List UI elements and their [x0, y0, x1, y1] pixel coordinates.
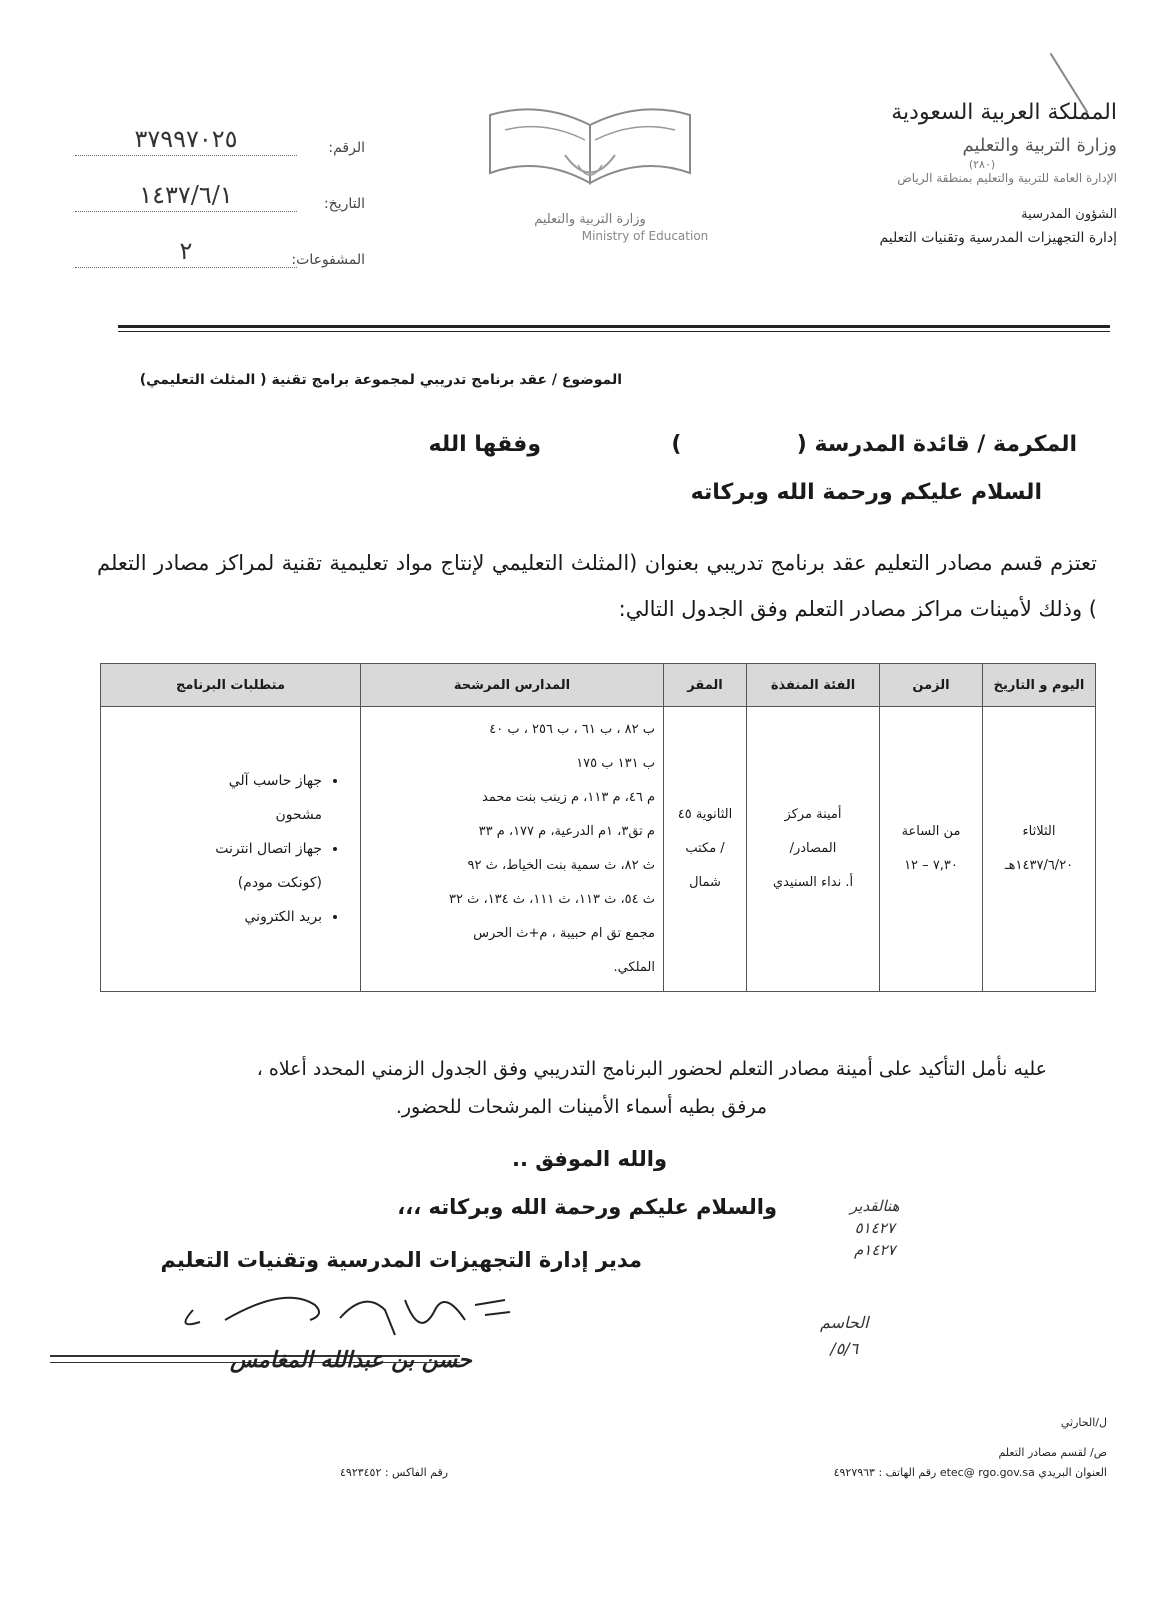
school-line: ث ٥٤، ث ١١٣، ث ١١١، ث ١٣٤، ث ٣٢: [449, 892, 655, 907]
cell-venue: [664, 707, 747, 992]
day: الثلاثاء: [1022, 824, 1056, 839]
group-line2: المصادر/: [789, 841, 837, 856]
number-row: [75, 100, 365, 156]
school-line: م ٤٦، م ١١٣، م زينب بنت محمد: [482, 790, 655, 805]
requirement-item: • جهاز حاسب آلي: [109, 764, 322, 798]
table-row: [101, 707, 1096, 992]
initials-line3: ١٤٢٧م: [853, 1241, 896, 1259]
venue-line1: الثانوية ٤٥: [677, 807, 733, 822]
school-line: ث ٨٢، ث سمية بنت الخياط، ث ٩٢: [467, 858, 655, 873]
requirements-list: [109, 764, 352, 934]
date-label: التاريخ:: [323, 196, 365, 212]
school-line: الملكي.: [613, 960, 655, 975]
kingdom-title: المملكة العربية السعودية: [891, 100, 1117, 125]
admin-code: (٢٨٠): [968, 158, 996, 171]
handwritten-initials: [850, 1195, 900, 1261]
cell-day-date: [983, 707, 1096, 992]
date: ١٤٣٧/٦/٢٠هـ: [1004, 858, 1074, 873]
school-line: مجمع تق ام حبيبة ، م+ث الحرس: [473, 926, 655, 941]
cell-group: [747, 707, 880, 992]
col-requirements: متطلبات البرنامج: [101, 664, 361, 707]
col-time: الزمن: [880, 664, 983, 707]
salutation-right: ): [671, 432, 682, 457]
group-line3: أ. نداء السنيدي: [772, 875, 854, 890]
closing-paragraph: [97, 1050, 1047, 1126]
school-line: م تق٣، ١م الدرعية، م ١٧٧، م ٣٣: [478, 824, 655, 839]
cell-schools: [361, 707, 664, 992]
director-title: مدير إدارة التجهيزات المدرسية وتقنيات التعليم: [160, 1248, 642, 1272]
body-paragraph: تعتزم قسم مصادر التعليم عقد برنامج تدريبي بعنوان (المثلث التعليمي لإنتاج مواد تعليمية تقنية لمراكز مصادر التعلم ) وذلك لأمينات مراكز مصادر التعلم وفق الجدول التالي:: [97, 551, 1097, 621]
col-schools: المدارس المرشحة: [361, 664, 664, 707]
time-line1: من الساعة: [901, 824, 961, 839]
school-line: ب ٨٢ ، ب ٦١ ، ب ٢٥٦ ، ب ٤٠: [489, 722, 655, 737]
ministry-name: وزارة التربية والتعليم: [962, 135, 1117, 156]
date-row: [75, 156, 365, 212]
cc-line1: ل/الحارثي: [1060, 1416, 1107, 1429]
number-label: الرقم:: [328, 140, 365, 156]
closing-greeting: والسلام عليكم ورحمة الله وبركاته ،،،: [397, 1195, 777, 1219]
time-line2: ٧,٣٠ – ١٢: [904, 858, 958, 873]
header-divider-thin: [118, 331, 1110, 332]
attachments-label: المشفوعات:: [291, 252, 365, 268]
signature-icon: [165, 1280, 525, 1350]
letterhead: [787, 100, 1117, 246]
school-line: ب ١٣١ ب ١٧٥: [576, 756, 655, 771]
venue-line2: / مكتب: [685, 841, 725, 856]
salutation: [77, 432, 1077, 457]
signatory-name: حسن بن عبدالله المغامس: [230, 1348, 472, 1373]
group-line1: أمينة مركز: [784, 807, 842, 822]
initials-line1: هنالقدير: [850, 1197, 900, 1215]
footer-address: العنوان البريدي etec@ rgo.gov.sa رقم الهاتف : ٤٩٢٧٩٦٣: [833, 1466, 1107, 1479]
logo-arabic: وزارة التربية والتعليم: [534, 212, 646, 227]
handwritten-stamp: [820, 1310, 869, 1362]
requirement-item: (كونكت مودم): [237, 875, 322, 891]
col-group: الفئة المنفذة: [747, 664, 880, 707]
cell-requirements: [101, 707, 361, 992]
general-admin: الإدارة العامة للتربية والتعليم بمنطقة الرياض: [897, 171, 1117, 185]
ministry-logo: [470, 95, 740, 245]
requirement-item: • بريد الكتروني: [109, 900, 322, 934]
table-header-row: [101, 664, 1096, 707]
salutation-left: المكرمة / قائدة المدرسة (: [796, 432, 1077, 457]
requirement-item: مشحون: [275, 807, 322, 823]
logo-english: Ministry of Education: [581, 229, 709, 243]
greeting: السلام عليكم ورحمة الله وبركاته: [690, 480, 1042, 505]
letter-meta: [75, 100, 365, 268]
letter-subject: الموضوع / عقد برنامج تدريبي لمجموعة برامج تقنية ( المثلث التعليمي): [139, 372, 622, 388]
closing-phrase: والله الموفق ..: [511, 1147, 667, 1171]
requirement-item: • جهاز اتصال انترنت: [109, 832, 322, 866]
closing-paragraph-line1: عليه نأمل التأكيد على أمينة مصادر التعلم لحضور البرنامج التدريبي وفق الجدول الزمني المحدد أعلاه ،: [256, 1058, 1047, 1080]
closing-paragraph-line2: مرفق بطيه أسماء الأمينات المرشحات للحضور.: [395, 1096, 767, 1118]
cell-time: [880, 707, 983, 992]
program-table: [100, 663, 1096, 992]
department-name: إدارة التجهيزات المدرسية وتقنيات التعليم: [879, 230, 1117, 246]
cc-block: [998, 1408, 1107, 1468]
date-value: ١٤٣٧/٦/١: [75, 181, 297, 212]
col-venue: المقر: [664, 664, 747, 707]
col-day-date: اليوم و التاريخ: [983, 664, 1096, 707]
attachments-row: [75, 212, 365, 268]
number-value: ٣٧٩٩٧٠٢٥: [75, 125, 297, 156]
venue-line3: شمال: [689, 875, 721, 890]
stamp-line1: الحاسم: [820, 1313, 869, 1332]
header-divider: [118, 325, 1110, 328]
logo-icon: [470, 95, 740, 245]
stamp-line2: ٥/٦/: [830, 1339, 859, 1358]
school-affairs: الشؤون المدرسية: [1021, 207, 1117, 222]
salutation-end: وفقها الله: [428, 432, 541, 457]
cc-line2: ص/ لقسم مصادر التعلم: [998, 1446, 1107, 1459]
initials-line2: ٥١٤٢٧: [854, 1219, 895, 1237]
attachments-value: ٢: [75, 237, 297, 268]
footer-fax: رقم الفاكس : ٤٩٢٣٤٥٢: [340, 1466, 449, 1479]
